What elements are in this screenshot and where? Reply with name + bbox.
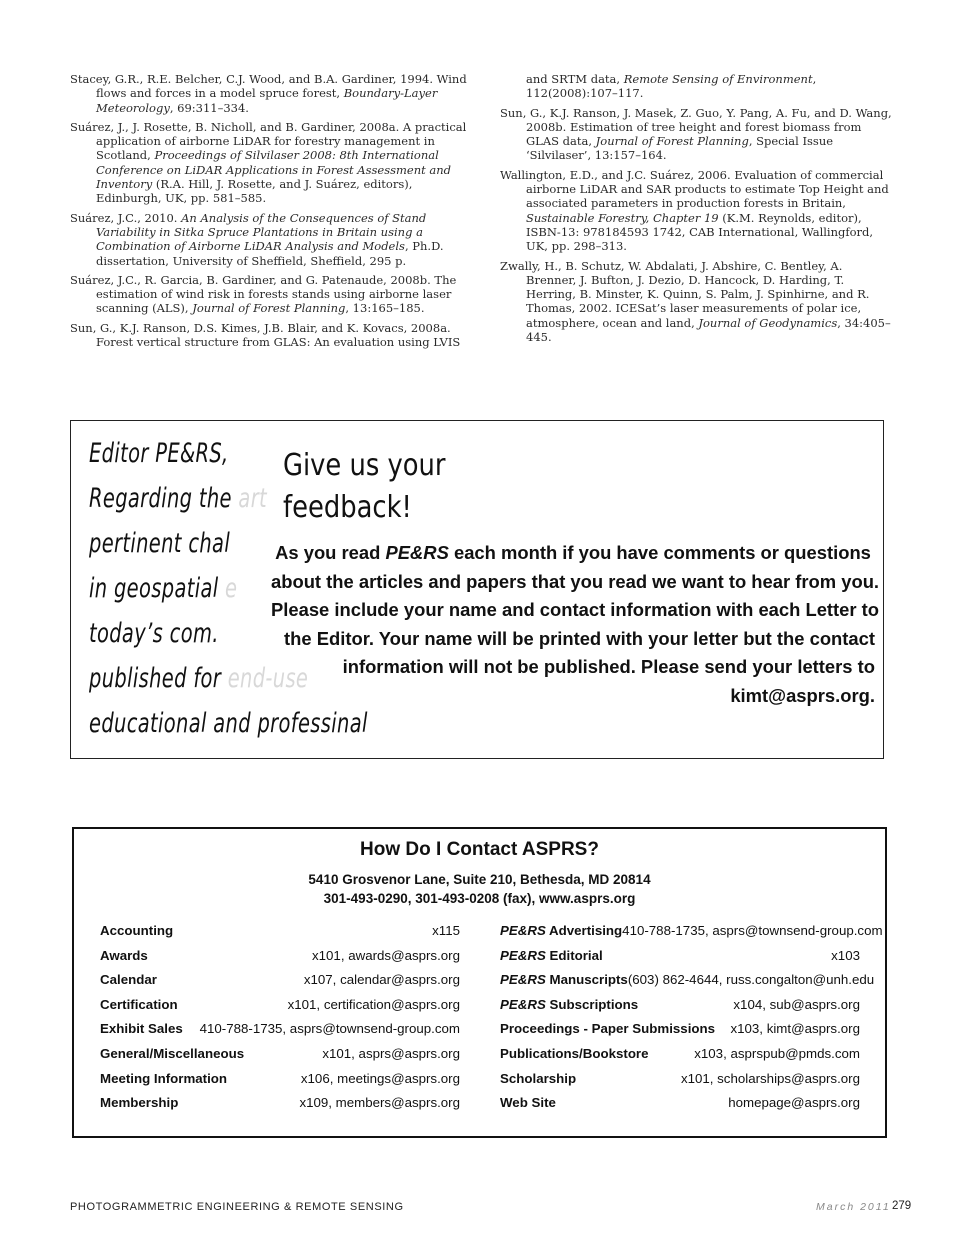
feedback-body — [271, 539, 880, 710]
feedback-title — [283, 445, 451, 529]
contact-value: x101, certification@asprs.org — [287, 996, 460, 1012]
contact-value: x103, asprspub@pmds.com — [694, 1045, 860, 1061]
contact-label — [100, 1071, 227, 1096]
contact-row — [500, 1021, 860, 1046]
contact-row — [100, 948, 460, 973]
reference-entry — [500, 168, 892, 254]
contact-value: 410-788-1735, asprs@townsend-group.com — [199, 1021, 460, 1037]
reference-details: , 34:405–445. — [526, 315, 891, 345]
contact-row — [100, 1095, 460, 1120]
reference-source-title: Journal of Forest Planning — [192, 301, 346, 316]
references-right-column — [500, 72, 892, 349]
feedback-text: Please include your name and contact information with each Letter to — [271, 599, 880, 620]
contact-value: x109, members@asprs.org — [299, 1095, 460, 1111]
journal-name: PE&RS — [385, 542, 449, 563]
contact-label-text: Accounting — [100, 923, 174, 938]
contact-row — [500, 997, 860, 1022]
reference-details: , Special Issue ‘Silvilaser’, 13:157–164. — [526, 134, 834, 163]
contact-label — [100, 923, 173, 948]
contact-row — [500, 1046, 860, 1071]
contact-row — [500, 1095, 860, 1120]
references-left-column — [70, 72, 478, 354]
page-number: 279 — [892, 1200, 912, 1212]
contact-value: x103, kimt@asprs.org — [730, 1021, 860, 1037]
footer-journal-name: PHOTOGRAMMETRIC ENGINEERING & REMOTE SENSING — [70, 1201, 404, 1213]
contact-label-text: Exhibit Sales — [100, 1021, 183, 1037]
handwriting-text: Regarding the — [89, 483, 239, 514]
feedback-title-line2: feedback! — [283, 490, 412, 525]
reference-text: Zwally, H., B. Schutz, W. Abdalati, J. Abshire, C. Bentley, A. Brenner, J. Bufton, J. Dezio, D. Hancock, D. Harding, T. Herring, B. Minster, K. Quinn, S. Palm, J. Spinhirne, and R. Thomas, 2002. ICESat’s laser measurements of polar ice, atmosphere, ocean and land, — [500, 258, 870, 330]
contact-value: x115 — [432, 923, 460, 938]
contact-value: x104, sub@asprs.org — [733, 996, 860, 1012]
feedback-body-line — [271, 625, 875, 654]
reference-details: (R.A. Hill, J. Rosette, and J. Suárez, editors), Edinburgh, UK, pp. 581–585. — [96, 177, 413, 206]
feedback-text: the Editor. Your name will be printed with your letter but the contact — [284, 627, 875, 649]
reference-text: Stacey, G.R., R.E. Belcher, C.J. Wood, and B.A. Gardiner, 1994. Wind flows and forces in a model spruce forest, — [70, 72, 467, 101]
contact-box — [72, 827, 887, 1138]
contact-row — [100, 923, 460, 948]
contact-value: (603) 862-4644, russ.congalton@unh.edu — [627, 972, 875, 988]
contact-value: x101, awards@asprs.org — [311, 947, 460, 963]
contact-address: 5410 Grosvenor Lane, Suite 210, Bethesda, MD 20814 — [308, 872, 651, 887]
handwriting-text: in geospatial — [89, 573, 219, 604]
reference-source-title: Boundary-Layer Meteorology — [96, 86, 438, 115]
handwriting-text: educational and professinal — [89, 708, 368, 739]
contact-value: x107, calendar@asprs.org — [303, 972, 460, 988]
reference-text: and SRTM data, — [526, 72, 624, 86]
contact-label — [500, 1095, 556, 1120]
reference-details: , 69:311–334. — [169, 100, 249, 115]
journal-name: PE&RS — [500, 996, 546, 1012]
contact-row — [100, 1021, 460, 1046]
contact-value: homepage@asprs.org — [728, 1095, 860, 1111]
contact-label — [100, 948, 148, 973]
reference-entry — [70, 120, 478, 206]
contact-label-text: Proceedings - Paper Submissions — [500, 1021, 716, 1037]
reference-details: , 112(2008):107–117. — [526, 72, 817, 101]
contact-label-text: Publications/Bookstore — [500, 1045, 649, 1061]
reference-text: Wallington, E.D., and J.C. Suárez, 2006. Evaluation of commercial airborne LiDAR and SAR products to estimate Top Height and associated parameters in production forests in Britain, — [500, 167, 889, 211]
contact-title: How Do I Contact ASPRS? — [360, 839, 599, 860]
contact-label — [500, 923, 622, 948]
contact-label-text: Web Site — [500, 1095, 556, 1111]
contact-value: 410-788-1735, asprs@townsend-group.com — [622, 923, 883, 938]
contact-list-left — [100, 923, 460, 1120]
feedback-text: kimt@asprs.org. — [730, 684, 875, 706]
feedback-body-line — [271, 539, 875, 568]
journal-name: PE&RS — [500, 947, 546, 963]
contact-list-right — [500, 923, 883, 1120]
contact-address-block — [74, 870, 885, 908]
contact-label-text: Manuscripts — [545, 972, 628, 988]
handwriting-faded-text: end-use — [227, 663, 309, 694]
journal-name: PE&RS — [500, 923, 546, 938]
contact-value: x106, meetings@asprs.org — [300, 1070, 460, 1086]
contact-label — [100, 1095, 178, 1120]
reference-text: Suárez, J.C., 2010. — [70, 210, 182, 225]
contact-label-text: Calendar — [100, 972, 157, 988]
reference-source-title: Sustainable Forestry, Chapter 19 — [526, 210, 719, 225]
feedback-text: As you read — [275, 542, 386, 563]
contact-row — [500, 948, 860, 973]
contact-value: x103 — [831, 947, 860, 963]
contact-value: x101, asprs@asprs.org — [322, 1045, 460, 1061]
reference-details: (K.M. Reynolds, editor), ISBN-13: 978184593 1742, CAB International, Wallingford, UK, pp. 298–313. — [526, 210, 874, 254]
reference-source-title: Journal of Forest Planning — [595, 134, 749, 149]
contact-row — [100, 1046, 460, 1071]
contact-label-text: Advertising — [545, 923, 623, 938]
contact-label-text: Certification — [100, 996, 178, 1012]
handwriting-text: Editor PE&RS, — [89, 438, 229, 469]
reference-source-title: Journal of Geodynamics — [698, 315, 838, 330]
feedback-body-line — [271, 653, 875, 682]
reference-text: Sun, G., K.J. Ranson, J. Masek, Z. Guo, Y. Pang, A. Fu, and D. Wang, 2008b. Estimation of tree height and forest biomass from GLAS data, — [500, 105, 892, 149]
contact-label-text: Membership — [100, 1095, 179, 1111]
contact-row — [500, 923, 883, 948]
feedback-box — [70, 420, 884, 759]
feedback-text: about the articles and papers that you read we want to hear from you. — [271, 570, 880, 592]
contact-label — [100, 972, 157, 997]
reference-details: , Ph.D. dissertation, University of Sheffield, Sheffield, 295 p. — [96, 239, 444, 268]
contact-row — [500, 972, 875, 997]
reference-text: Suárez, J.C., R. Garcia, B. Gardiner, and G. Patenaude, 2008b. The estimation of wind risk in forests stands using airborne laser scanning (ALS), — [70, 272, 457, 316]
contact-value: x101, scholarships@asprs.org — [680, 1070, 860, 1086]
handwriting-text: today’s com. — [89, 618, 219, 649]
contact-label — [100, 1046, 244, 1071]
contact-label-text: Subscriptions — [545, 996, 639, 1012]
contact-label — [500, 972, 628, 997]
footer-date: March 2011 — [816, 1201, 891, 1213]
contact-phone: 301-493-0290, 301-493-0208 (fax), www.asprs.org — [323, 891, 636, 906]
contact-label — [100, 997, 178, 1022]
contact-label-text: Meeting Information — [100, 1070, 228, 1086]
feedback-body-line — [271, 596, 880, 625]
handwriting-faded-text: e — [218, 573, 238, 604]
contact-row — [500, 1071, 860, 1096]
journal-name: PE&RS — [500, 972, 546, 988]
reference-details: , 13:165–185. — [345, 301, 425, 316]
contact-row — [100, 1071, 460, 1096]
contact-label — [500, 948, 603, 973]
contact-label-text: General/Miscellaneous — [100, 1045, 245, 1061]
handwriting-faded-text: art — [238, 483, 268, 514]
feedback-body-line — [271, 682, 875, 711]
contact-label — [500, 997, 638, 1022]
contact-row — [100, 972, 460, 997]
feedback-body-line — [271, 568, 880, 597]
feedback-text: information will not be published. Please send your letters to — [342, 656, 875, 677]
contact-label — [500, 1021, 715, 1046]
reference-entry — [500, 106, 892, 163]
handwriting-text: published for — [89, 663, 228, 694]
reference-source-title: An Analysis of the Consequences of Stand Variability in Sitka Spruce Plantations in Britain using a Combination of Airborne LiDAR Analysis and Models — [96, 210, 427, 254]
feedback-text: each month if you have comments or questions — [448, 542, 871, 563]
reference-source-title: Proceedings of Silvilaser 2008: 8th International Conference on LiDAR Applications in Forest Assessment and Inventory — [96, 148, 452, 192]
contact-label-text: Scholarship — [500, 1070, 577, 1086]
reference-entry — [500, 72, 892, 101]
reference-entry — [500, 259, 892, 345]
reference-entry — [70, 273, 478, 316]
contact-label-text: Awards — [100, 947, 148, 963]
handwriting-text: pertinent chal — [89, 528, 231, 559]
reference-source-title: Remote Sensing of Environment — [623, 72, 813, 86]
contact-row — [100, 997, 460, 1022]
feedback-title-line1: Give us your — [283, 448, 446, 483]
contact-label — [500, 1071, 576, 1096]
contact-label — [100, 1021, 183, 1046]
reference-entry — [70, 72, 478, 115]
reference-entry — [70, 211, 478, 268]
reference-text: Sun, G., K.J. Ranson, D.S. Kimes, J.B. Blair, and K. Kovacs, 2008a. Forest vertical structure from GLAS: An evaluation using LVIS — [70, 320, 461, 350]
contact-label-text: Editorial — [545, 947, 603, 963]
contact-label — [500, 1046, 649, 1071]
reference-entry — [70, 321, 478, 350]
reference-text: Suárez, J., J. Rosette, B. Nicholl, and B. Gardiner, 2008a. A practical application of airborne LiDAR for forestry management in Scotland, — [70, 119, 467, 163]
